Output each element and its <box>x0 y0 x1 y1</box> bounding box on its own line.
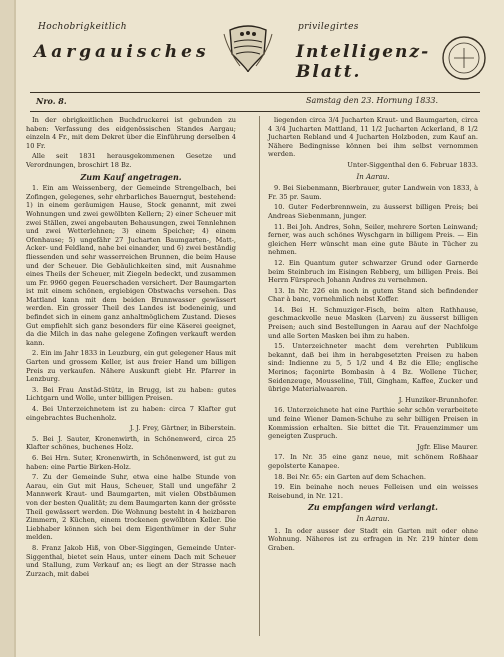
paragraph: 8. Franz Jakob Hiß, von Ober-Siggingen, Gemeinde Unter-Siggenthal, bietet sein Haus, unter einem Dach mit Scheuer und Stallung, zum Verkauf an; es liegt an der Strasse nach Zurzach, mit dabei <box>26 543 236 578</box>
paragraph: 1. Ein am Weissenberg, der Gemeinde Strengelbach, bei Zofingen, gelegenes, sehr ehrbarliches Bauerngut, bestehend: 1) in einem geräumigen Hause, Stock genannt, mit zwei Wohnungen und zwei gewölbten Kellern; 2) einer Scheuer mit zwei Ställen, zwei angebauten Behausungen, zwei Tennlehnen und zwei Wetterlehnen; 3) einem Speicher; 4) einem Ofenhause; 5) ungefähr 27 Jucharten Baumgarten-, Matt-, Acker- und Feldland, nahe bei einander, und 6) zwei beständig fliessenden und sehr wasserreichen Brunnen, die beim Hause und der Scheuer. Die Gebäulichkeiten sind, mit Ausnahme eines Theils der Scheuer, mit Ziegeln bedeckt, und zusammen um Fr. 9960 gegen Feuerschaden versichert. Der Baumgarten ist mit einem schönen, ergiebigen Obstwachs versehen. Das Mattland kann mit dem beiden Brunnwasser gewässert werden. Ein grosser Theil des Landes ist bodeneinig, und befindet sich in einem ganz anhaltmöglichem Zustand. Dieses Gut empfiehlt sich ganz besonders für eine Käserei geeignet, da die Milch in das nahe gelegene Zofingen verkauft werden kann. <box>26 184 236 347</box>
right-column <box>268 116 478 554</box>
paragraph: 13. In Nr. 226 ein noch in gutem Stand sich befindender Char à banc, vornehmlich nebst Koffer. <box>268 286 478 304</box>
section-heading: Zum Kauf angetragen. <box>80 171 182 182</box>
paragraph: 15. Unterzeichneter macht dem verehrten Publikum bekannt, daß bei ihm in herabgesetzten Preisen zu haben sind: Indienne zu 5, 5 1/2 und 4 Bz die Elle; englische Merinos; façonirte Bombasin à 4 Bz. Wollene Tücher, Seidenzeuge, Mousseline, Tüll, Gingham, Kaffee, Zucker und übrige Materialwaaren. <box>268 342 478 394</box>
paragraph: 2. Ein im Jahr 1833 in Leuzburg, ein gut gelegener Haus mit Garten und grossem Keller, ist aus freier Hand um billigen Preis zu verkaufen. Nähere Auskunft giebt Hr. Pfarrer in Lenzburg. <box>26 349 236 384</box>
signature: Jgfr. Elise Maurer. <box>417 442 478 451</box>
masthead <box>30 16 490 92</box>
paragraph: 7. Zu der Gemeinde Suhr, etwa eine halbe Stunde von Aarau, ein Gut mit Haus, Scheuer, Stall und ungefähr 2 Mannwerk Kraut- und Baumgarten, mit vielen Obstbäumen von der besten Qualität; zu dem Baumgarten kann der grösste Theil gewässert werden. Die Wohnung besteht in 4 heizbaren Zimmern, 2 Küchen, einem trockenen gewölbten Keller. Die Liebhaber können sich bei dem Eigenthümer in der Suhr melden. <box>26 473 236 542</box>
library-stamp-icon <box>440 34 488 82</box>
signature: Unter-Siggenthal den 6. Februar 1833. <box>347 160 478 169</box>
paragraph: 12. Ein Quantum guter schwarzer Grund oder Garnerde beim Steinbruch im Eisingen Rebberg, um billigen Preis. Bei Herrn Fürsprech Johann Andres zu vernehmen. <box>268 258 478 285</box>
masthead-right-title: Intelligenz-Blatt. <box>296 42 431 82</box>
signature: J. J. Frey, Gärtner, in Biberstein. <box>129 424 236 433</box>
masthead-left-title: Aargauisches <box>34 42 210 62</box>
paragraph: 1. In oder ausser der Stadt ein Garten mit oder ohne Wohnung. Näheres ist zu erfragen in Nr. 219 hinter dem Graben. <box>268 526 478 552</box>
paragraph: 9. Bei Siebenmann, Bierbrauer, guter Landwein von 1833, à Fr. 35 pr. Saum. <box>268 184 478 201</box>
header-rule <box>30 111 480 112</box>
paragraph: 3. Bei Frau Anstäd-Stütz, in Brugg, ist zu haben: gutes Lichtgarn und Wolle, unter billigen Preisen. <box>26 385 236 403</box>
section-heading: Zu empfangen wird verlangt. <box>308 502 438 513</box>
paragraph: 5. Bei J. Sauter, Kronenwirth, in Schönenwerd, circa 25 Klafter schönes, buchenes Holz. <box>26 434 236 452</box>
issue-number: Nro. 8. <box>36 96 67 106</box>
paragraph: 16. Unterzeichnete hat eine Parthie sehr schön verarbeitete und feine Wiener Damen-Schuhe zu sehr billigen Preisen in Kommission erhalten. Sie bittet die Tit. Frauenzimmer um geneigten Zuspruch. <box>268 406 478 441</box>
paragraph: 4. Bei Unterzeichnetem ist zu haben: circa 7 Klafter gut eingebrachtes Buchenholz. <box>26 405 236 422</box>
paragraph: 11. Bei Joh. Andres, Sohn, Seiler, mehrere Sorten Leinwand; ferner, was auch schönes Wyschgarn in billigem Preis. — Ein gleichen Herr wünscht man eine gute Bäute in Tücher zu nehmen. <box>268 222 478 257</box>
place-heading: In Aarau. <box>356 172 390 181</box>
paragraph: Alle seit 1831 herausgekommenen Gesetze und Verordnungen, broschirt 18 Bz. <box>26 152 236 169</box>
issue-line <box>30 96 480 110</box>
masthead-right-small: privilegirtes <box>298 22 359 32</box>
paragraph: In der obrigkeitlichen Buchdruckerei ist gebunden zu haben: Verfassung des eidgenössischen Standes Aargau; einzeln 4 Fr., mit dem Dekret über die Einführung derselben 4 10 Fr. <box>26 116 236 150</box>
coat-of-arms-icon <box>220 20 276 76</box>
paragraph: 17. In Nr. 35 eine ganz neue, mit schönem Roßhaar gepolsterte Kanapee. <box>268 453 478 470</box>
column-divider <box>259 116 260 636</box>
signature: J. Hunziker-Brunnhofer. <box>398 395 478 404</box>
top-rule <box>30 92 480 93</box>
paragraph: 6. Bei Hrn. Suter, Kronenwirth, in Schönenwerd, ist gut zu haben: eine Partie Birken-Holz. <box>26 453 236 471</box>
masthead-left-small: Hochobrigkeitlich <box>38 22 127 32</box>
paragraph: liegenden circa 3/4 Jucharten Kraut- und Baumgarten, circa 4 3/4 Jucharten Mattland, 11 1/2 Jucharten Ackerland, 8 1/2 Jucharten Rebland und 4 Jucharten Holzboden, zum Kauf an. Nähere Bedingnisse können bei ihm selbst vernommen werden. <box>268 116 478 159</box>
place-heading: In Aarau. <box>356 514 390 523</box>
page-gutter <box>14 0 16 657</box>
paragraph: 10. Guter Federbrennwein, zu äusserst billigen Preis; bei Andreas Siebenmann, junger. <box>268 203 478 220</box>
paragraph: 18. Bei Nr. 65: ein Garten auf dem Schachen. <box>274 472 426 481</box>
issue-date: Samstag den 23. Hornung 1833. <box>306 96 439 105</box>
paragraph: 19. Ein beinahe noch neues Felleisen und ein weisses Reisebund, in Nr. 121. <box>268 483 478 500</box>
paragraph: 14. Bei H. Schmuziger-Fisch, beim alten Rathhause, geschmackvolle neue Masken (Larven) zu äusserst billigen Preisen; auch sind Bestellungen in Aarau auf der Nachfolge und alle Sorten Masken bei ihm zu haben. <box>268 305 478 340</box>
left-column <box>26 116 236 580</box>
